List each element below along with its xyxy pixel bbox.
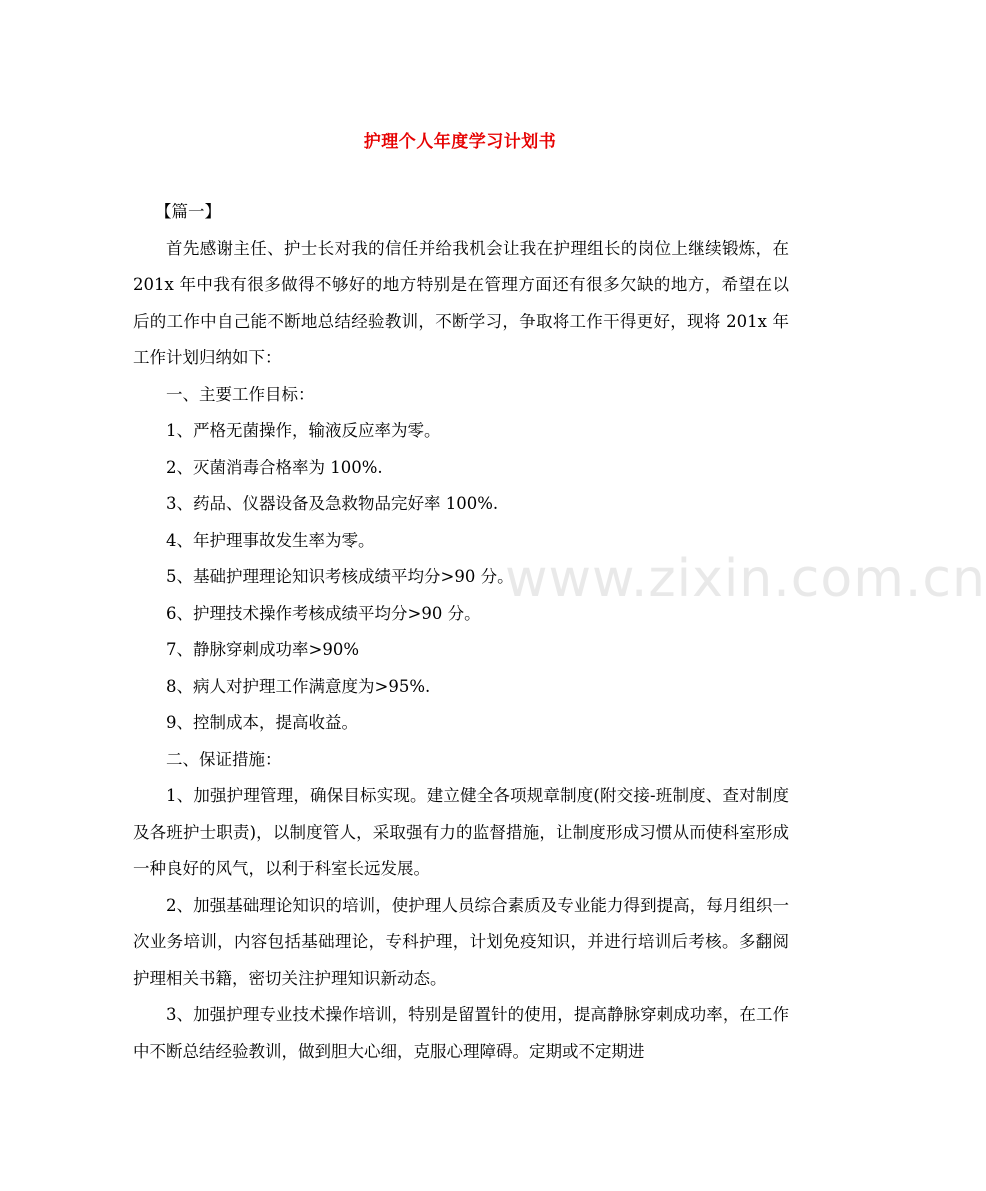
goal-item: 8、病人对护理工作满意度为>95%. [166, 676, 431, 696]
heading-measures: 二、保证措施： [166, 749, 282, 769]
goal-item: 5、基础护理理论知识考核成绩平均分>90 分。 [166, 567, 514, 586]
document-title: 护理个人年度学习计划书 [363, 132, 557, 152]
document-body [133, 194, 789, 1070]
goal-item: 2、灭菌消毒合格率为 100%. [166, 457, 383, 477]
goal-item: 4、年护理事故发生率为零。 [166, 530, 375, 550]
section-label: 【篇一】 [155, 202, 221, 221]
heading-main-goals: 一、主要工作目标： [166, 384, 315, 404]
goal-item: 9、控制成本，提高收益。 [166, 713, 358, 732]
measure-item: 3、加强护理专业技术操作培训，特别是留置针的使用，提高静脉穿刺成功率，在工作中不断总结经验教训，做到胆大心细，克服心理障碍。定期或不定期进 [133, 1005, 789, 1061]
goal-item: 6、护理技术操作考核成绩平均分>90 分。 [166, 603, 481, 623]
goal-item: 1、严格无菌操作，输液反应率为零。 [166, 421, 441, 440]
goal-item: 3、药品、仪器设备及急救物品完好率 100%. [166, 494, 499, 513]
goal-item: 7、静脉穿刺成功率>90% [166, 640, 359, 659]
watermark: www.zixin.com.cn [505, 549, 986, 609]
measure-item: 1、加强护理管理，确保目标实现。建立健全各项规章制度(附交接-班制度、查对制度及各班护士职责)，以制度管人，采取强有力的监督措施，让制度形成习惯从而使科室形成一种良好的风气，以利于科室长远发展。 [133, 786, 789, 878]
measure-item: 2、加强基础理论知识的培训，使护理人员综合素质及专业能力得到提高，每月组织一次业务培训，内容包括基础理论，专科护理，计划免疫知识，并进行培训后考核。多翻阅护理相关书籍，密切关注护理知识新动态。 [133, 895, 789, 988]
paragraph-intro: 首先感谢主任、护士长对我的信任并给我机会让我在护理组长的岗位上继续锻炼，在 201x 年中我有很多做得不够好的地方特别是在管理方面还有很多欠缺的地方，希望在以后的工作中自己能不断地总结经验教训，不断学习，争取将工作干得更好，现将 201x 年工作计划归纳如下： [133, 238, 789, 367]
